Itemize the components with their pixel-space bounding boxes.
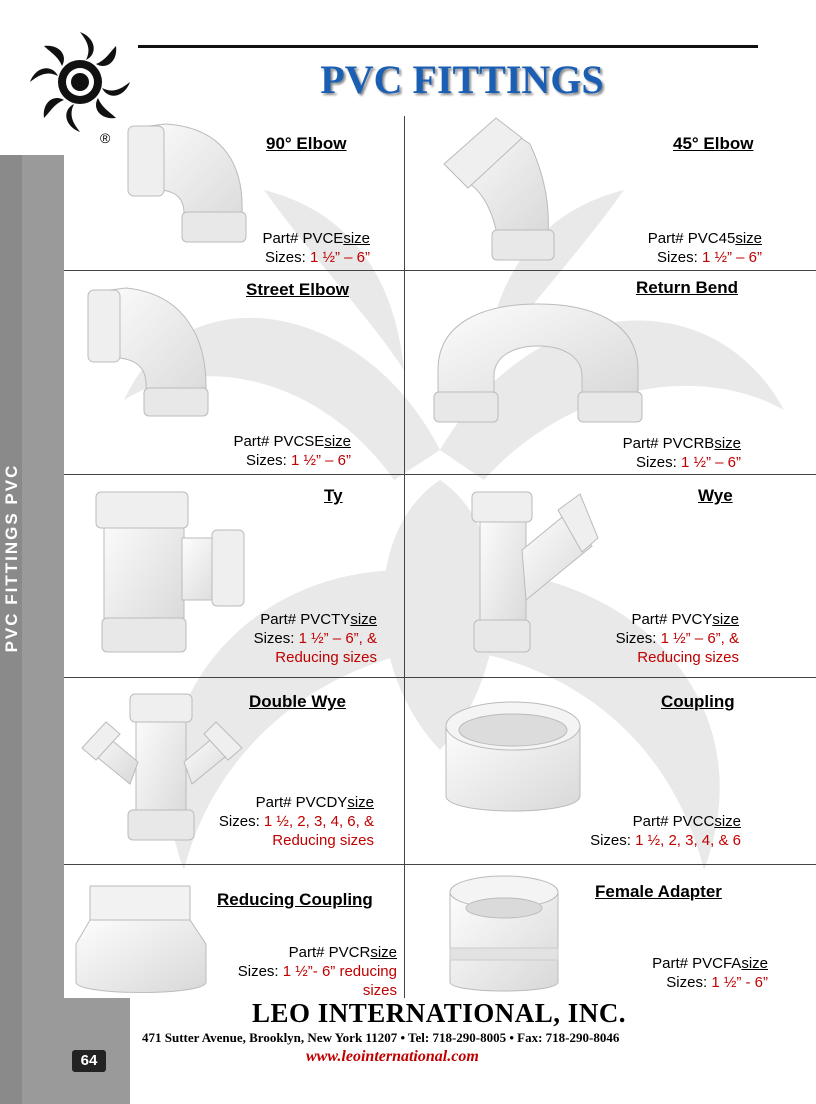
product-info <box>200 793 374 850</box>
part-size: size <box>370 944 397 961</box>
product-info <box>200 943 397 1000</box>
registered-mark: ® <box>100 130 111 146</box>
product-name: Ty <box>324 486 343 505</box>
reducing-coupling-image <box>72 882 210 1000</box>
product-info <box>564 610 739 667</box>
row-divider <box>64 270 816 271</box>
part-size: size <box>735 230 762 247</box>
product-info <box>180 432 351 470</box>
row-divider <box>64 474 816 475</box>
sizes-value: 1 ½” – 6”, & <box>660 630 739 647</box>
center-divider <box>404 116 405 998</box>
part-number: Part# PVCRB <box>622 435 715 452</box>
product-name: Return Bend <box>636 278 738 297</box>
part-number: Part# PVCR <box>288 944 371 961</box>
sizes-label: Sizes: <box>245 452 287 469</box>
part-size: size <box>714 435 741 452</box>
product-name: Street Elbow <box>246 280 349 299</box>
part-number: Part# PVCC <box>632 813 715 830</box>
sizes-label: Sizes: <box>615 630 657 647</box>
lion-logo-icon <box>26 28 134 136</box>
company-name: LEO INTERNATIONAL, INC. <box>252 998 627 1028</box>
sizes-value-cont: Reducing sizes <box>275 649 377 666</box>
45-elbow-image <box>440 114 560 264</box>
part-number: Part# PVCSE <box>233 433 325 450</box>
part-size: size <box>347 794 374 811</box>
return-bend-image <box>432 300 644 426</box>
product-name: Reducing Coupling <box>217 890 373 909</box>
sizes-label: Sizes: <box>237 963 279 980</box>
sizes-value: 1 ½” – 6” <box>680 454 741 471</box>
product-name: Wye <box>698 486 733 505</box>
product-name: 90° Elbow <box>266 134 347 153</box>
sizes-label: Sizes: <box>590 832 631 849</box>
row-divider <box>64 677 816 678</box>
part-size: size <box>714 813 741 830</box>
sizes-value: 1 ½” – 6”, & <box>298 630 377 647</box>
part-number: Part# PVCTY <box>260 611 351 628</box>
sizes-value: 1 ½” – 6” <box>701 249 762 266</box>
part-size: size <box>343 230 370 247</box>
sizes-value-cont: Reducing sizes <box>272 832 374 849</box>
company-address: 471 Sutter Avenue, Brooklyn, New York 11207 • Tel: 718-290-8005 • Fax: 718-290-8046 <box>142 1030 620 1045</box>
product-info <box>586 954 768 992</box>
product-name: Female Adapter <box>595 882 722 901</box>
sizes-label: Sizes: <box>218 813 260 830</box>
sizes-value: 1 ½, 2, 3, 4, 6, & <box>263 813 374 830</box>
sizes-value: 1 ½” - 6” <box>711 974 768 991</box>
website-link[interactable]: www.leointernational.com <box>306 1048 479 1065</box>
sizes-label: Sizes: <box>253 630 295 647</box>
part-number: Part# PVC45 <box>647 230 736 247</box>
part-size: size <box>324 433 351 450</box>
page-number: 64 <box>72 1050 106 1072</box>
coupling-image <box>440 696 586 826</box>
sizes-value-cont: Reducing sizes <box>637 649 739 666</box>
sizes-value: 1 ½” – 6” <box>309 249 370 266</box>
sizes-label: Sizes: <box>635 454 677 471</box>
page-title: PVC FITTINGS <box>320 57 604 102</box>
street-elbow-image <box>86 284 212 420</box>
sizes-value: 1 ½, 2, 3, 4, & 6 <box>635 832 741 849</box>
part-size: size <box>350 611 377 628</box>
product-name: Double Wye <box>249 692 346 711</box>
product-name: 45° Elbow <box>673 134 754 153</box>
product-info <box>566 434 741 472</box>
title-rule <box>138 45 758 48</box>
row-divider <box>64 864 816 865</box>
sizes-label: Sizes: <box>666 974 708 991</box>
sizes-label: Sizes: <box>264 249 306 266</box>
sizes-value: 1 ½”- 6” reducing <box>282 963 397 980</box>
part-number: Part# PVCFA <box>652 955 742 972</box>
product-info <box>566 812 741 850</box>
part-number: Part# PVCDY <box>255 794 348 811</box>
part-size: size <box>741 955 768 972</box>
side-label: PVC FITTINGS PVC <box>2 463 21 653</box>
product-name: Coupling <box>661 692 735 711</box>
sizes-value-cont: sizes <box>362 982 397 999</box>
part-number: Part# PVCE <box>262 230 344 247</box>
sizes-value: 1 ½” – 6” <box>290 452 351 469</box>
product-info <box>200 610 377 667</box>
sizes-label: Sizes: <box>656 249 698 266</box>
part-number: Part# PVCY <box>631 611 713 628</box>
product-info <box>200 229 370 267</box>
product-info <box>590 229 762 267</box>
female-adapter-image <box>446 872 562 996</box>
part-size: size <box>712 611 739 628</box>
